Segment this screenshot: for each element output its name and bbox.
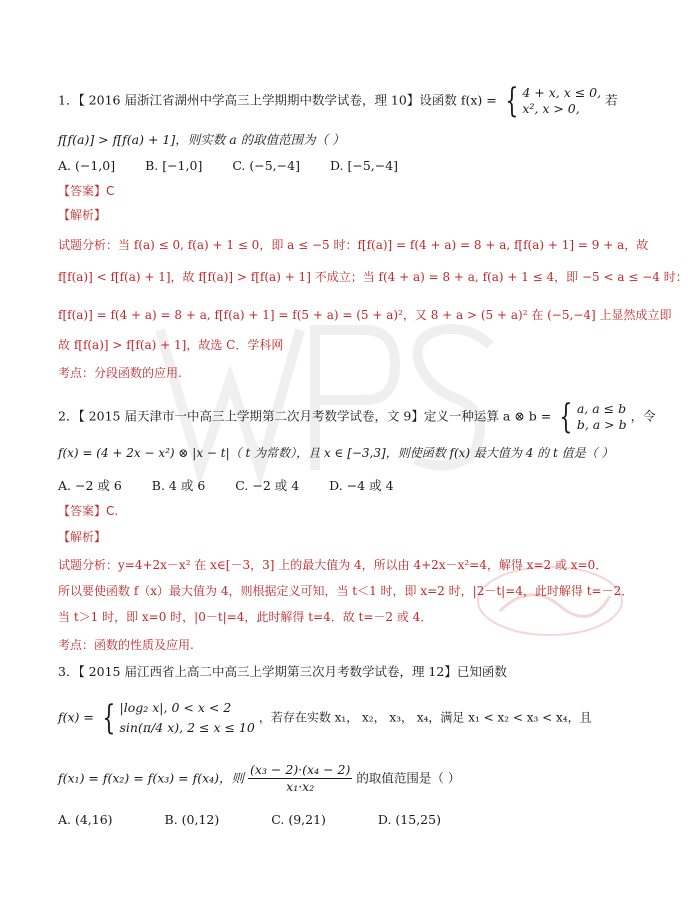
q3-fx: f(x) = <box>58 709 94 725</box>
q2-option-a: A. −2 或 6 <box>58 478 122 493</box>
q1-option-a: A. (−1,0] <box>58 158 116 173</box>
q3-function <box>58 698 590 738</box>
q3-fraction-denominator: x₁·x₂ <box>286 779 315 795</box>
q1-option-b: B. [−1,0] <box>145 158 203 173</box>
q2-kaodian: 考点：函数的性质及应用. <box>58 638 194 652</box>
q3-option-c: C. (9,21) <box>271 812 326 827</box>
q1-analysis-line1: 试题分析：当 f(a) ≤ 0, f(a) + 1 ≤ 0，即 a ≤ −5 时：f[f(a)] = f(4 + a) = 8 + a, f[f(a) + 1] = 9 + a，故 <box>58 238 649 252</box>
q2-tail: ，令 <box>630 408 656 424</box>
q2-analysis-line2: 所以要使函数 f（x）最大值为 4，则根据定义可知，当 t＜1 时，即 x=2 时，|2－t|=4，此时解得 t=－2． <box>58 584 634 598</box>
q3-question: 的取值范围是（ ） <box>356 770 461 786</box>
q1-case2: x², x > 0, <box>522 101 580 116</box>
q2-option-d: D. −4 或 4 <box>329 478 394 493</box>
q3-case1: |log₂ x|, 0 < x < 2 <box>119 700 232 715</box>
q3-option-d: D. (15,25) <box>377 812 441 827</box>
q1-condition: f[f(a)] > f[f(a) + 1]，则实数 a 的取值范围为（ ） <box>58 132 345 147</box>
q3-fraction-numerator: (x₃ − 2)·(x₄ − 2) <box>248 762 352 779</box>
q2-stem <box>58 397 656 437</box>
q1-analysis-line2: f[f(a)] < f[f(a) + 1]，故 f[f(a)] > f[f(a) + 1] 不成立；当 f(4 + a) = 8 + a, f(a) + 1 ≤ 4，即 −5 < a ≤ −4 时： <box>58 270 688 284</box>
q2-options <box>58 478 590 494</box>
q2-analysis-line1: 试题分析：y=4+2x－x² 在 x∈[－3，3] 上的最大值为 4，所以由 4+2x－x²=4，解得 x=2 或 x=0． <box>58 558 608 572</box>
q1-intro: 1．【 2016 届浙江省湖州中学高三上学期期中数学试卷，理 10】设函数 f(x) = <box>58 92 497 108</box>
q1-case1: 4 + x, x ≤ 0, <box>522 85 602 101</box>
q3-equal-values: f(x₁) = f(x₂) = f(x₃) = f(x₄)，则 <box>58 770 245 786</box>
q2-intro: 2．【 2015 届天津市一中高三上学期第二次月考数学试卷，文 9】定义一种运算 a ⊗ b = <box>58 408 552 424</box>
q1-tail: 若 <box>605 92 618 108</box>
q2-analysis-label: 【解析】 <box>58 530 107 544</box>
q3-condition: ，若存在实数 x₁， x₂， x₃， x₄，满足 x₁ < x₂ < x₃ < x₄，且 <box>258 710 592 725</box>
q3-option-b: B. (0,12) <box>164 812 220 827</box>
q2-case2: b, a > b <box>576 417 627 432</box>
q3-intro: 3．【 2015 届江西省上高二中高三上学期第三次月考数学试卷，理 12】已知函数 <box>58 664 507 679</box>
q1-analysis-line3: f[f(a)] = f(4 + a) = 8 + a, f[f(a) + 1] = f(5 + a) = (5 + a)²，又 8 + a > (5 + a)² 在 (−5,−4] 上显然成立即 <box>58 308 672 322</box>
q2-condition: f(x) = (4 + 2x − x²) ⊗ |x − t|（ t 为常数），且 x ∈ [−3,3]，则使函数 f(x) 最大值为 4 的 t 值是（ ） <box>58 446 614 460</box>
q1-options <box>58 158 590 174</box>
q3-case2: sin(π/4 x), 2 ≤ x ≤ 10 <box>119 720 255 735</box>
q3-options <box>58 812 590 828</box>
q1-analysis-line4: 故 f[f(a)] > f[f(a) + 1]，故选 C．学科网 <box>58 338 284 352</box>
q1-kaodian: 考点：分段函数的应用. <box>58 366 182 380</box>
q1-analysis-label: 【解析】 <box>58 208 107 222</box>
q2-answer: 【答案】C. <box>58 504 119 518</box>
q1-stem <box>58 81 618 121</box>
q2-option-c: C. −2 或 4 <box>235 478 300 493</box>
q2-case1: a, a ≤ b <box>576 401 627 417</box>
q1-answer: 【答案】C <box>58 184 115 198</box>
q3-option-a: A. (4,16) <box>58 812 113 827</box>
q1-option-c: C. (−5,−4] <box>232 158 300 173</box>
q2-piecewise: { a, a ≤ b b, a > b <box>559 397 627 437</box>
q2-option-b: B. 4 或 6 <box>151 478 206 493</box>
q1-piecewise: { 4 + x, x ≤ 0, x², x > 0, <box>505 81 602 121</box>
q3-fraction <box>248 762 352 796</box>
q2-analysis-line3: 当 t＞1 时，即 x=0 时，|0－t|=4，此时解得 t=4．故 t=－2 或 4． <box>58 610 433 624</box>
q3-expression <box>58 762 590 796</box>
q3-piecewise: { |log₂ x|, 0 < x < 2 sin(π/4 x), 2 ≤ x ≤ 10 <box>102 698 255 738</box>
q1-option-d: D. [−5,−4] <box>329 158 399 173</box>
